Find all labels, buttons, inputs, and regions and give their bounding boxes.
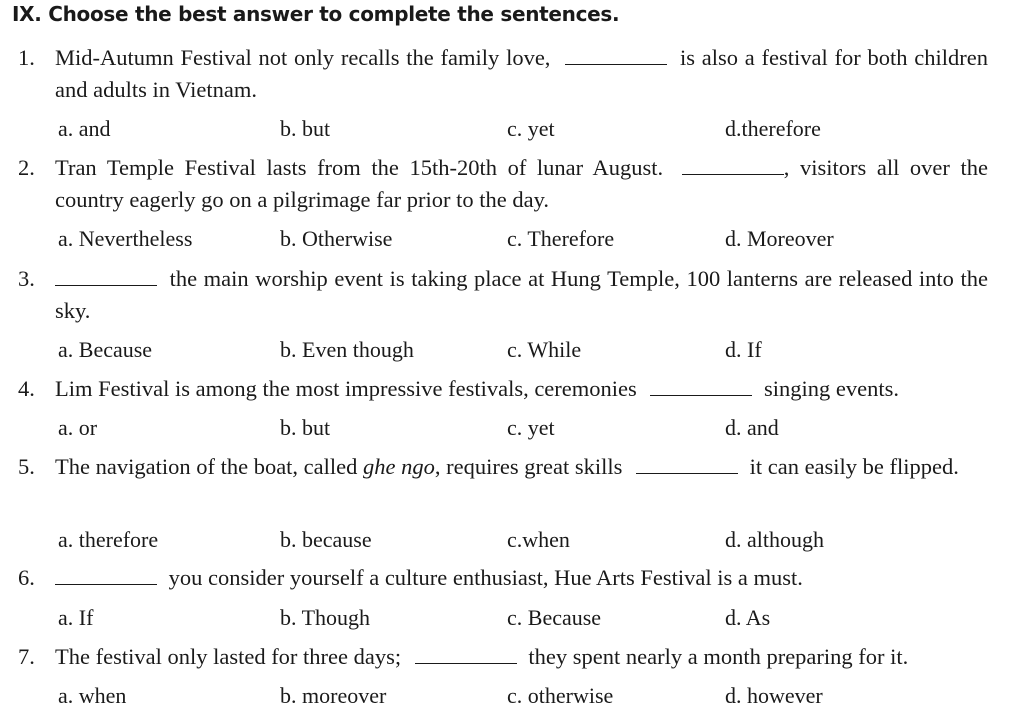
question-number: 5. — [18, 454, 35, 479]
question-text-after: you consider yourself a culture enthusiast, Hue Arts Festival is a must. — [163, 565, 803, 590]
answer-blank — [55, 269, 157, 286]
options-1 — [58, 113, 998, 145]
question-text-after: the main worship event is taking place at Hung Temple, 100 lanterns are released into the sky. — [55, 266, 988, 323]
question-text — [55, 263, 988, 327]
question-4 — [18, 373, 988, 405]
question-3 — [18, 263, 988, 327]
options-7 — [58, 680, 998, 712]
question-text-after: , visitors all over the country eagerly go on a pilgrimage far prior to the day. — [55, 155, 988, 212]
option-c[interactable]: c. yet — [507, 415, 555, 440]
option-b[interactable]: b. but — [280, 116, 331, 141]
question-number: 4. — [18, 376, 35, 401]
question-6 — [18, 562, 988, 594]
option-d[interactable]: d. although — [725, 527, 824, 552]
question-text — [55, 562, 988, 594]
answer-blank — [415, 647, 517, 664]
question-text-before: Mid-Autumn Festival not only recalls the family love, — [55, 45, 558, 70]
question-text-mid: , requires great skills — [434, 454, 628, 479]
option-c[interactable]: c. While — [507, 337, 582, 362]
options-3 — [58, 334, 998, 366]
option-a[interactable]: a. Because — [58, 337, 153, 362]
option-a[interactable]: a. therefore — [58, 527, 159, 552]
option-a[interactable]: a. and — [58, 116, 111, 141]
options-5 — [58, 524, 998, 556]
question-number: 2. — [18, 155, 35, 180]
question-text-before: The navigation of the boat, called — [55, 454, 364, 479]
options-2 — [58, 223, 998, 255]
question-text-before: The festival only lasted for three days; — [55, 644, 407, 669]
question-2 — [18, 152, 988, 216]
question-text-after: it can easily be flipped. — [743, 454, 959, 479]
option-b[interactable]: b. moreover — [280, 683, 387, 708]
options-4 — [58, 412, 998, 444]
option-d[interactable]: d.therefore — [725, 116, 821, 141]
option-c[interactable]: c. otherwise — [507, 683, 614, 708]
option-b[interactable]: b. Even though — [280, 337, 414, 362]
question-text-after: is also a festival for both children and adults in Vietnam. — [55, 45, 989, 102]
answer-blank — [55, 568, 157, 585]
option-b[interactable]: b. Otherwise — [280, 226, 393, 251]
question-text-after: they spent nearly a month preparing for it. — [522, 644, 909, 669]
question-number: 7. — [18, 644, 35, 669]
option-a[interactable]: a. Nevertheless — [58, 226, 193, 251]
option-b[interactable]: b. because — [280, 527, 372, 552]
question-number: 1. — [18, 45, 35, 70]
question-text-after: singing events. — [758, 376, 900, 401]
question-text — [55, 641, 988, 673]
answer-blank — [636, 457, 738, 474]
question-text — [55, 42, 988, 106]
option-c[interactable]: c.when — [507, 527, 570, 552]
exercise-title: IX. Choose the best answer to complete the sentences. — [12, 2, 620, 26]
answer-blank — [682, 158, 784, 175]
question-text — [55, 152, 988, 216]
option-d[interactable]: d. however — [725, 683, 823, 708]
question-text-before: Tran Temple Festival lasts from the 15th-20th of lunar August. — [55, 155, 674, 180]
option-b[interactable]: b. but — [280, 415, 331, 440]
question-number: 3. — [18, 266, 35, 291]
option-d[interactable]: d. Moreover — [725, 226, 834, 251]
answer-blank — [565, 48, 667, 65]
question-7 — [18, 641, 988, 673]
option-d[interactable]: d. and — [725, 415, 779, 440]
option-b[interactable]: b. Though — [280, 605, 371, 630]
question-5 — [18, 451, 988, 483]
question-text — [55, 451, 988, 483]
options-6 — [58, 602, 998, 634]
option-d[interactable]: d. If — [725, 337, 762, 362]
answer-blank — [650, 379, 752, 396]
option-a[interactable]: a. or — [58, 415, 98, 440]
option-c[interactable]: c. Therefore — [507, 226, 615, 251]
option-a[interactable]: a. when — [58, 683, 127, 708]
question-text-before: Lim Festival is among the most impressive festivals, ceremonies — [55, 376, 643, 401]
option-d[interactable]: d. As — [725, 605, 771, 630]
boat-name-italic: ghe ngo — [363, 454, 435, 479]
option-c[interactable]: c. Because — [507, 605, 602, 630]
option-c[interactable]: c. yet — [507, 116, 555, 141]
option-a[interactable]: a. If — [58, 605, 94, 630]
question-number: 6. — [18, 565, 35, 590]
question-1 — [18, 42, 988, 106]
question-text — [55, 373, 988, 405]
